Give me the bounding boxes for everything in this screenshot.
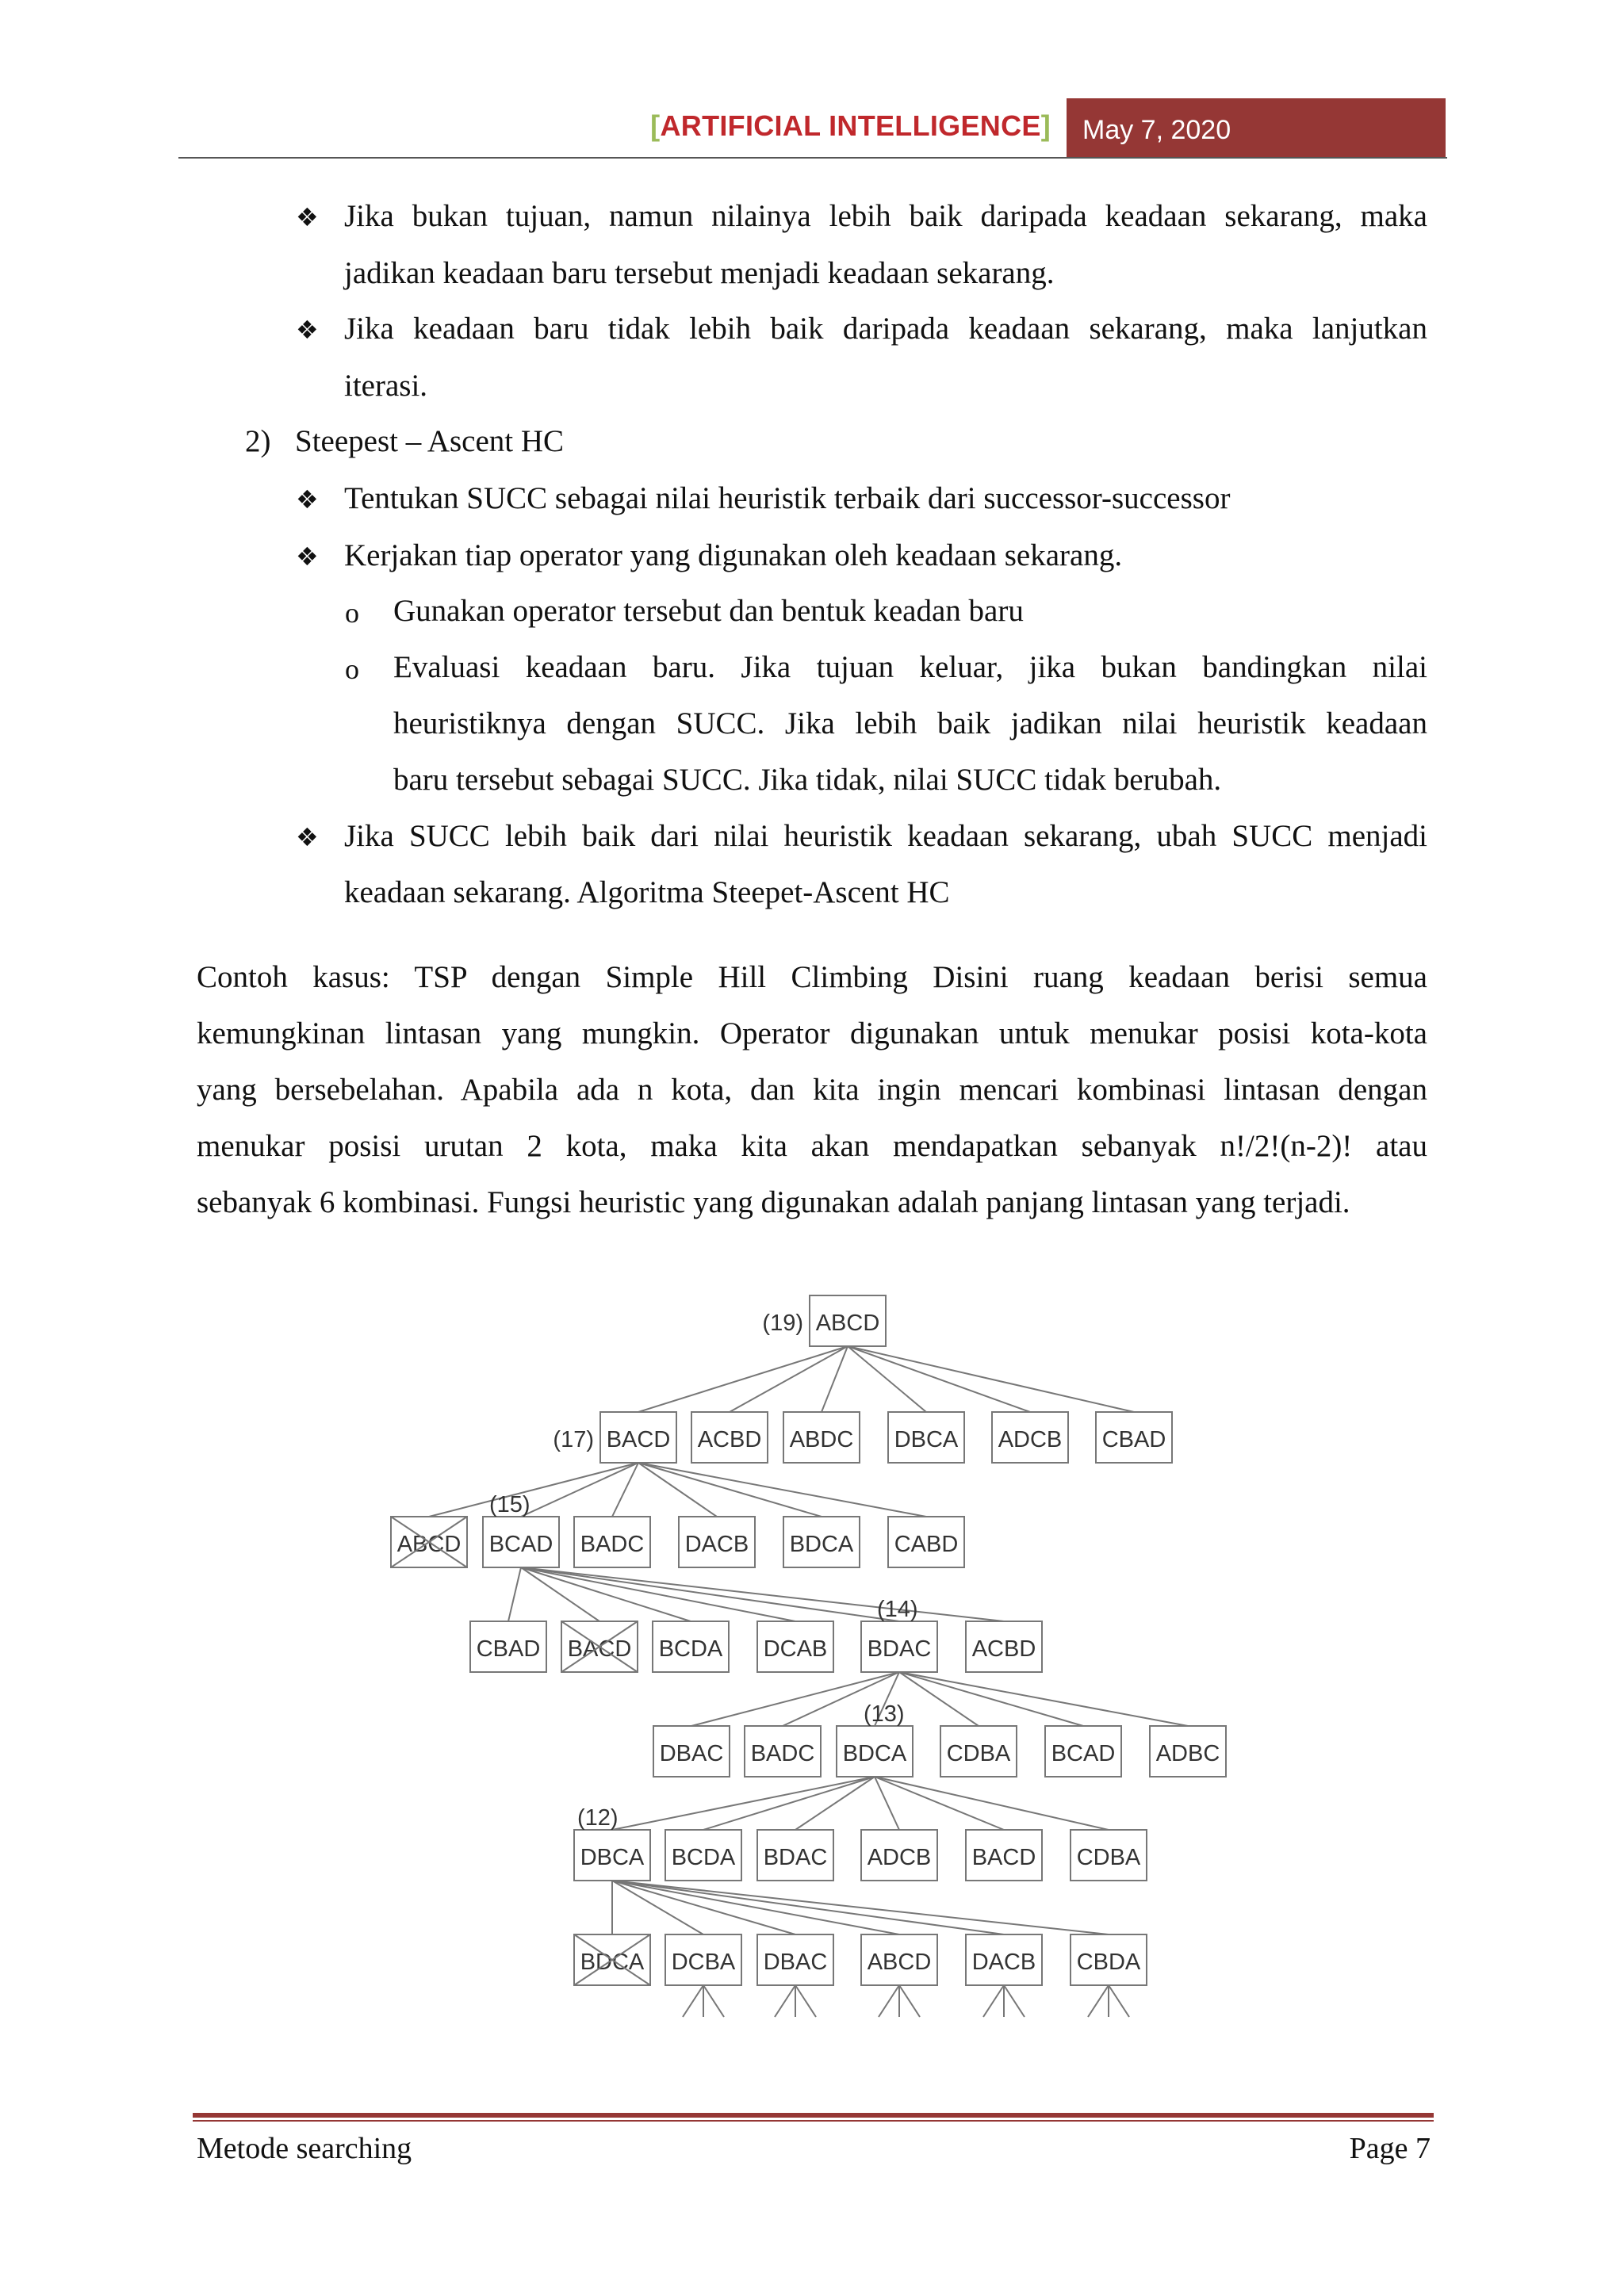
circle-bullet-icon: o — [345, 653, 359, 685]
level1-node-3-label: ABDC — [789, 1427, 854, 1452]
paragraph-line-2: kemungkinan lintasan yang mungkin. Operator digunakan untuk menukar posisi kota-kota — [197, 1016, 1427, 1050]
tree-edge — [875, 1777, 1004, 1830]
paragraph-line-4: menukar posisi urutan 2 kota, maka kita akan mendapatkan sebanyak n!/2!(n-2)! atau — [197, 1129, 1427, 1163]
header-date: May 7, 2020 — [1067, 98, 1446, 159]
list-a-item-1-line-1: Jika bukan tujuan, namun nilainya lebih baik daripada keadaan sekarang, maka — [344, 199, 1427, 233]
bracket-close: ] — [1040, 109, 1051, 142]
footer-rule-thin — [193, 2120, 1434, 2122]
tree-edge — [521, 1463, 638, 1517]
node-score: (14) — [877, 1597, 918, 1622]
level4-node-3-label: BDCA — [842, 1741, 907, 1766]
tree-edge — [1109, 1985, 1129, 2017]
level4-node-5-label: BCAD — [1051, 1741, 1116, 1766]
node-score: (17) — [553, 1427, 594, 1452]
level4-node-6-label: ADBC — [1155, 1741, 1220, 1766]
tree-edge — [983, 1985, 1004, 2017]
tree-edge — [703, 1777, 875, 1830]
sub-item-2-line-2: heuristiknya dengan SUCC. Jika lebih baik jadikan nilai heuristik keadaan — [393, 706, 1427, 740]
level3-node-1-label: CBAD — [476, 1636, 541, 1662]
level6-node-6-label: CBDA — [1076, 1950, 1141, 1975]
header-title-text: ARTIFICIAL INTELLIGENCE — [660, 109, 1041, 142]
node-score: (19) — [762, 1311, 803, 1336]
level5-node-4-label: ADCB — [867, 1845, 932, 1870]
tree-edge — [521, 1567, 691, 1621]
level1-node-6-label: CBAD — [1101, 1427, 1166, 1452]
tree-edge — [899, 1672, 1083, 1726]
level4-node-4-label: CDBA — [946, 1741, 1011, 1766]
level3-node-4-label: DCAB — [763, 1636, 828, 1662]
level2-node-5-label: BDCA — [789, 1532, 854, 1557]
level5-node-1-label: DBCA — [580, 1845, 645, 1870]
list-b-item-2: Kerjakan tiap operator yang digunakan oleh keadaan sekarang. — [344, 538, 1123, 572]
tree-edge — [683, 1985, 703, 2017]
level1-node-2-label: ACBD — [697, 1427, 762, 1452]
level3-node-5-label: BDAC — [867, 1636, 932, 1662]
tree-edge — [612, 1881, 795, 1934]
level5-node-3-label: BDAC — [763, 1845, 828, 1870]
tree-edge — [848, 1346, 1030, 1412]
level6-node-5-label: DACB — [971, 1950, 1036, 1975]
diamond-bullet-icon: ❖ — [296, 315, 319, 345]
root-node-label: ABCD — [815, 1311, 880, 1336]
diamond-bullet-icon: ❖ — [296, 202, 319, 232]
node-score: (13) — [864, 1701, 905, 1727]
bracket-open: [ — [650, 109, 661, 142]
footer-left: Metode searching — [197, 2132, 412, 2165]
list-a-item-2-line-1: Jika keadaan baru tidak lebih baik daripada keadaan sekarang, maka lanjutkan — [344, 312, 1427, 346]
level2-node-4-label: DACB — [684, 1532, 749, 1557]
paragraph-line-5: sebanyak 6 kombinasi. Fungsi heuristic yang digunakan adalah panjang lintasan yang terjadi. — [197, 1185, 1350, 1219]
tree-edge — [822, 1346, 848, 1412]
footer-page-number: Page 7 — [1349, 2132, 1431, 2165]
tree-edge — [879, 1985, 899, 2017]
tree-edge — [795, 1985, 816, 2017]
tree-edge — [612, 1881, 1004, 1934]
level5-node-5-label: BACD — [971, 1845, 1036, 1870]
level2-node-3-label: BADC — [580, 1532, 645, 1557]
sub-item-2-line-3: baru tersebut sebagai SUCC. Jika tidak, nilai SUCC tidak berubah. — [393, 763, 1222, 797]
level4-node-1-label: DBAC — [659, 1741, 724, 1766]
tree-edge — [730, 1346, 848, 1412]
tree-edge — [875, 1777, 1109, 1830]
tree-edge — [848, 1346, 1134, 1412]
level5-node-2-label: BCDA — [671, 1845, 736, 1870]
tree-edge — [612, 1463, 638, 1517]
diamond-bullet-icon: ❖ — [296, 541, 319, 572]
level1-node-5-label: ADCB — [998, 1427, 1063, 1452]
list-a-item-2-line-2: iterasi. — [344, 369, 428, 403]
level3-node-6-label: ACBD — [971, 1636, 1036, 1662]
tree-edge — [899, 1672, 1188, 1726]
level2-node-2-label: BCAD — [488, 1532, 553, 1557]
tree-edge — [638, 1346, 848, 1412]
paragraph-line-3: yang bersebelahan. Apabila ada n kota, dan kita ingin mencari kombinasi lintasan dengan — [197, 1073, 1427, 1107]
level2-node-1-label: ABCD — [396, 1532, 462, 1557]
level3-node-3-label: BCDA — [658, 1636, 723, 1662]
level1-node-1-label: BACD — [606, 1427, 671, 1452]
diamond-bullet-icon: ❖ — [296, 822, 319, 852]
tree-edge — [899, 1985, 920, 2017]
tree-edge — [775, 1985, 795, 2017]
footer-rule-thick — [193, 2113, 1434, 2118]
level6-node-1-label: BDCA — [580, 1950, 645, 1975]
paragraph-line-1: Contoh kasus: TSP dengan Simple Hill Climbing Disini ruang keadaan berisi semua — [197, 960, 1427, 994]
sub-item-2-line-1: Evaluasi keadaan baru. Jika tujuan keluar, jika bukan bandingkan nilai — [393, 650, 1427, 684]
level5-node-6-label: CDBA — [1076, 1845, 1141, 1870]
level6-node-3-label: DBAC — [763, 1950, 828, 1975]
tree-edge — [429, 1463, 638, 1517]
list-a-item-1-line-2: jadikan keadaan baru tersebut menjadi keadaan sekarang. — [344, 256, 1055, 290]
node-score: (15) — [489, 1492, 530, 1517]
tree-edge — [703, 1985, 724, 2017]
list-c-line-2: keadaan sekarang. Algoritma Steepet-Ascent HC — [344, 875, 950, 909]
tree-edge — [521, 1567, 899, 1621]
diamond-bullet-icon: ❖ — [296, 484, 319, 515]
sub-item-1: Gunakan operator tersebut dan bentuk keadan baru — [393, 594, 1024, 628]
level6-node-2-label: DCBA — [671, 1950, 736, 1975]
level4-node-2-label: BADC — [750, 1741, 815, 1766]
tree-edge — [508, 1567, 521, 1621]
circle-bullet-icon: o — [345, 597, 359, 629]
tree-edge — [1088, 1985, 1109, 2017]
section-title: Steepest – Ascent HC — [295, 424, 565, 458]
section-number: 2) — [245, 424, 271, 458]
level2-node-6-label: CABD — [894, 1532, 959, 1557]
tree-edge — [521, 1567, 1004, 1621]
tree-edge — [1004, 1985, 1025, 2017]
level6-node-4-label: ABCD — [867, 1950, 932, 1975]
tree-edge — [638, 1463, 822, 1517]
tree-edge — [638, 1463, 926, 1517]
tree-edge — [521, 1567, 795, 1621]
list-c-line-1: Jika SUCC lebih baik dari nilai heuristik keadaan sekarang, ubah SUCC menjadi — [344, 819, 1427, 853]
tree-edge — [848, 1346, 926, 1412]
level3-node-2-label: BACD — [567, 1636, 632, 1662]
level1-node-4-label: DBCA — [894, 1427, 959, 1452]
list-b-item-1: Tentukan SUCC sebagai nilai heuristik terbaik dari successor-successor — [344, 481, 1231, 515]
node-score: (12) — [577, 1805, 619, 1831]
